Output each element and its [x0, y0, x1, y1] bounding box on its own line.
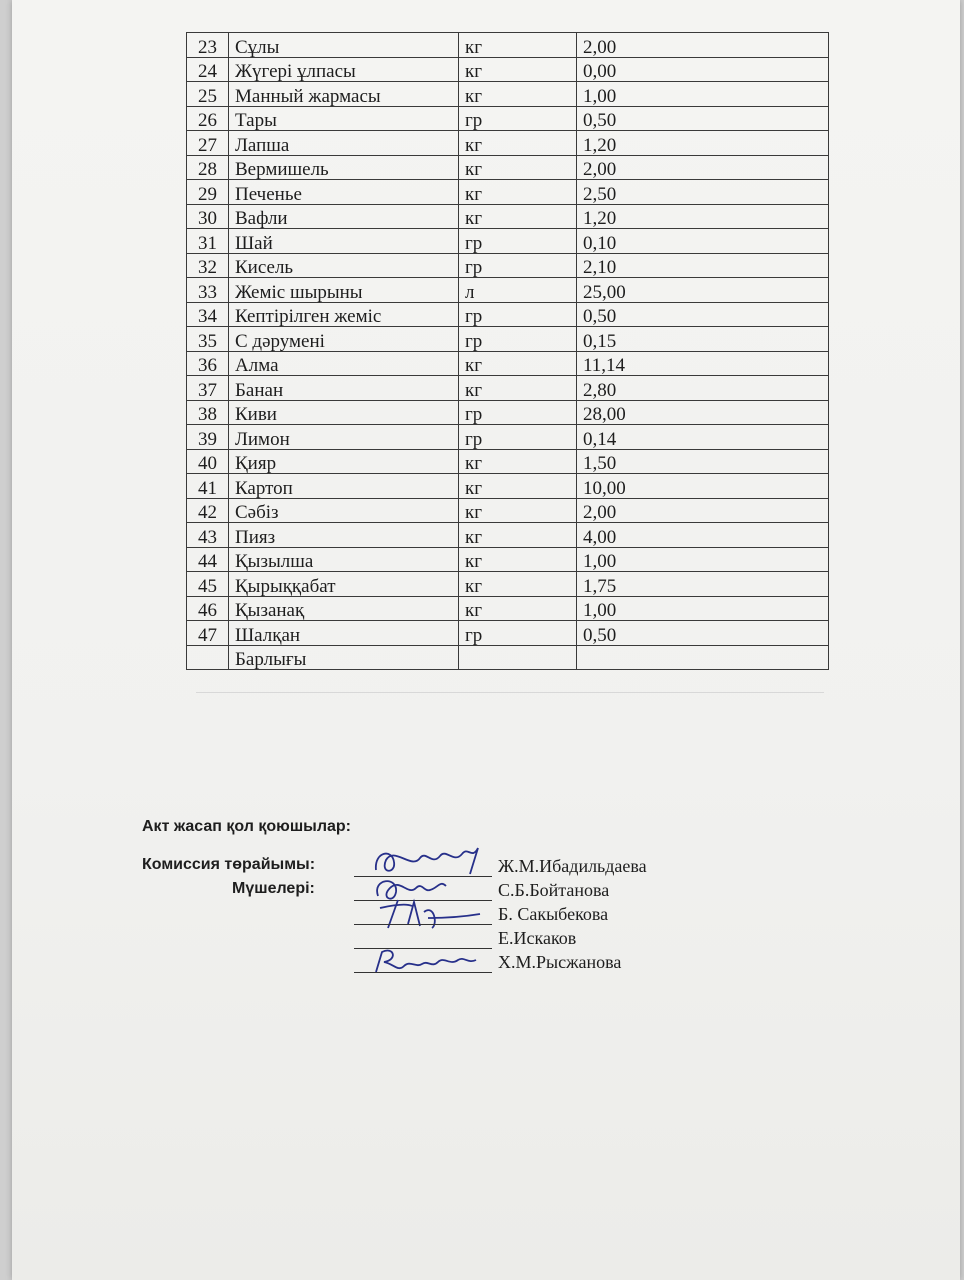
table-row: [187, 180, 829, 205]
row-unit: кг: [459, 474, 577, 499]
row-unit: кг: [459, 57, 577, 82]
row-quantity: 1,20: [577, 131, 829, 156]
row-number: 40: [187, 449, 229, 474]
row-number: 31: [187, 229, 229, 254]
row-product-name: Картоп: [229, 474, 459, 499]
row-unit: гр: [459, 106, 577, 131]
row-number: 39: [187, 425, 229, 450]
row-number: 24: [187, 57, 229, 82]
row-number: 43: [187, 523, 229, 548]
row-quantity: 1,00: [577, 547, 829, 572]
row-unit: кг: [459, 523, 577, 548]
row-quantity: 2,50: [577, 180, 829, 205]
row-quantity: 4,00: [577, 523, 829, 548]
row-product-name: Қияр: [229, 449, 459, 474]
signer-name-3: Б. Сакыбекова: [498, 904, 609, 924]
table-row: [187, 400, 829, 425]
row-number: 30: [187, 204, 229, 229]
row-product-name: Тары: [229, 106, 459, 131]
row-quantity: 2,00: [577, 498, 829, 523]
members-label: Мүшелері:: [232, 880, 315, 897]
row-product-name: Банан: [229, 376, 459, 401]
row-quantity: 0,50: [577, 302, 829, 327]
row-quantity: 1,00: [577, 82, 829, 107]
table-row: [187, 523, 829, 548]
row-unit: кг: [459, 131, 577, 156]
row-product-name: Вафли: [229, 204, 459, 229]
table-row: [187, 33, 829, 58]
table-row: [187, 278, 829, 303]
row-quantity: 0,50: [577, 621, 829, 646]
row-quantity: 2,00: [577, 155, 829, 180]
row-quantity: 0,50: [577, 106, 829, 131]
table-row: [187, 572, 829, 597]
row-unit: кг: [459, 351, 577, 376]
row-product-name: Лимон: [229, 425, 459, 450]
total-num-cell: [187, 645, 229, 670]
table-row: [187, 327, 829, 352]
row-product-name: Жүгері ұлпасы: [229, 57, 459, 82]
row-product-name: Кептірілген жеміс: [229, 302, 459, 327]
row-quantity: 0,14: [577, 425, 829, 450]
row-unit: кг: [459, 498, 577, 523]
row-unit: гр: [459, 621, 577, 646]
signature-line-3: [354, 924, 492, 925]
signer-name-2: С.Б.Бойтанова: [498, 880, 610, 900]
row-unit: гр: [459, 253, 577, 278]
row-unit: кг: [459, 204, 577, 229]
row-number: 37: [187, 376, 229, 401]
row-unit: гр: [459, 400, 577, 425]
row-quantity: 2,10: [577, 253, 829, 278]
row-product-name: Вермишель: [229, 155, 459, 180]
row-quantity: 1,50: [577, 449, 829, 474]
row-number: 28: [187, 155, 229, 180]
table-row: [187, 106, 829, 131]
document-page: [12, 0, 960, 1280]
row-number: 46: [187, 596, 229, 621]
row-number: 38: [187, 400, 229, 425]
row-unit: кг: [459, 449, 577, 474]
row-quantity: 0,15: [577, 327, 829, 352]
table-row: [187, 547, 829, 572]
row-unit: л: [459, 278, 577, 303]
table-row: [187, 474, 829, 499]
table-row: [187, 155, 829, 180]
row-number: 27: [187, 131, 229, 156]
row-unit: кг: [459, 547, 577, 572]
row-quantity: 2,00: [577, 33, 829, 58]
row-product-name: С дәрумені: [229, 327, 459, 352]
row-product-name: Сұлы: [229, 33, 459, 58]
row-quantity: 28,00: [577, 400, 829, 425]
products-table: [186, 32, 829, 670]
row-number: 42: [187, 498, 229, 523]
row-quantity: 11,14: [577, 351, 829, 376]
row-number: 41: [187, 474, 229, 499]
row-quantity: 10,00: [577, 474, 829, 499]
row-quantity: 0,10: [577, 229, 829, 254]
row-number: 26: [187, 106, 229, 131]
row-product-name: Шай: [229, 229, 459, 254]
row-unit: кг: [459, 82, 577, 107]
signer-name-1: Ж.М.Ибадильдаева: [498, 856, 647, 876]
row-number: 23: [187, 33, 229, 58]
signer-name-5: Х.М.Рысжанова: [498, 952, 622, 972]
row-unit: кг: [459, 572, 577, 597]
total-unit-cell: [459, 645, 577, 670]
row-product-name: Печенье: [229, 180, 459, 205]
table-row: [187, 57, 829, 82]
total-label: Барлығы: [229, 645, 459, 670]
row-number: 45: [187, 572, 229, 597]
row-unit: кг: [459, 180, 577, 205]
row-unit: кг: [459, 376, 577, 401]
total-row: [187, 645, 829, 670]
row-unit: гр: [459, 425, 577, 450]
row-product-name: Қызылша: [229, 547, 459, 572]
row-unit: гр: [459, 302, 577, 327]
table-row: [187, 82, 829, 107]
row-product-name: Киви: [229, 400, 459, 425]
row-quantity: 1,00: [577, 596, 829, 621]
act-title: Акт жасап қол қоюшылар:: [142, 818, 351, 835]
row-number: 44: [187, 547, 229, 572]
row-product-name: Қызанақ: [229, 596, 459, 621]
signature-line-5: [354, 972, 492, 973]
row-product-name: Пияз: [229, 523, 459, 548]
row-unit: гр: [459, 327, 577, 352]
row-unit: кг: [459, 33, 577, 58]
row-product-name: Шалқан: [229, 621, 459, 646]
table-row: [187, 621, 829, 646]
row-product-name: Алма: [229, 351, 459, 376]
table-row: [187, 204, 829, 229]
table-row: [187, 302, 829, 327]
table-row: [187, 596, 829, 621]
row-product-name: Лапша: [229, 131, 459, 156]
row-product-name: Жеміс шырыны: [229, 278, 459, 303]
row-unit: гр: [459, 229, 577, 254]
table-row: [187, 498, 829, 523]
row-quantity: 0,00: [577, 57, 829, 82]
footer-rule: [196, 692, 824, 693]
row-number: 32: [187, 253, 229, 278]
row-number: 33: [187, 278, 229, 303]
table-row: [187, 425, 829, 450]
signature-5: [368, 942, 488, 982]
row-number: 47: [187, 621, 229, 646]
table-row: [187, 351, 829, 376]
row-number: 34: [187, 302, 229, 327]
table-row: [187, 449, 829, 474]
row-unit: кг: [459, 155, 577, 180]
row-unit: кг: [459, 596, 577, 621]
table-row: [187, 131, 829, 156]
table-row: [187, 376, 829, 401]
row-quantity: 1,75: [577, 572, 829, 597]
row-product-name: Кисель: [229, 253, 459, 278]
products-table-body: [187, 33, 829, 670]
row-product-name: Манный жармасы: [229, 82, 459, 107]
row-quantity: 25,00: [577, 278, 829, 303]
row-number: 25: [187, 82, 229, 107]
chair-label: Комиссия төрайымы:: [142, 856, 316, 873]
row-number: 36: [187, 351, 229, 376]
row-number: 35: [187, 327, 229, 352]
products-table-wrap: [186, 32, 828, 670]
row-product-name: Сәбіз: [229, 498, 459, 523]
table-row: [187, 253, 829, 278]
row-quantity: 1,20: [577, 204, 829, 229]
signer-name-4: Е.Искаков: [498, 928, 577, 948]
table-row: [187, 229, 829, 254]
signature-3: [368, 894, 488, 934]
total-qty-cell: [577, 645, 829, 670]
row-quantity: 2,80: [577, 376, 829, 401]
row-product-name: Қырыққабат: [229, 572, 459, 597]
row-number: 29: [187, 180, 229, 205]
